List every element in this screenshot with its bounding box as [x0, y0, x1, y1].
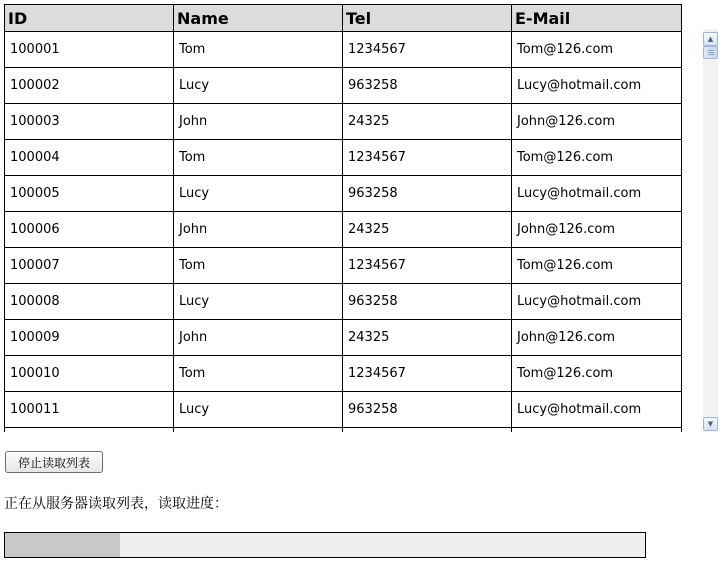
stop-reading-list-button[interactable]: 停止读取列表 [5, 451, 103, 473]
cell-id: 100007 [5, 248, 174, 284]
cell-email: Tom@126.com [512, 356, 682, 392]
column-header-email[interactable]: E-Mail [512, 5, 682, 32]
cell-id: 100008 [5, 284, 174, 320]
cell-name: Tom [174, 32, 343, 68]
table-row[interactable] [5, 32, 682, 68]
scroll-up-arrow-icon[interactable]: ▲ [703, 32, 718, 46]
cell-tel: 1234567 [343, 32, 512, 68]
cell-name: Lucy [174, 68, 343, 104]
cell-tel: 1234567 [343, 140, 512, 176]
user-table [4, 4, 682, 432]
cell-id: 100001 [5, 32, 174, 68]
cell-name: Tom [174, 248, 343, 284]
cell-email: John@126.com [512, 212, 682, 248]
cell-email: Tom@126.com [512, 248, 682, 284]
cell-email: Tom@126.com [512, 140, 682, 176]
progress-bar [4, 532, 646, 558]
vertical-scrollbar[interactable] [703, 29, 718, 432]
cell-email [512, 428, 682, 433]
loading-status-text: 正在从服务器读取列表，读取进度： [4, 496, 228, 512]
cell-tel: 24325 [343, 320, 512, 356]
cell-tel: 963258 [343, 68, 512, 104]
cell-email: Lucy@hotmail.com [512, 284, 682, 320]
cell-id: 100005 [5, 176, 174, 212]
cell-name: Tom [174, 140, 343, 176]
cell-id: 100011 [5, 392, 174, 428]
cell-id: 100009 [5, 320, 174, 356]
cell-id [5, 428, 174, 433]
cell-id: 100002 [5, 68, 174, 104]
table-row[interactable] [5, 392, 682, 428]
column-header-id[interactable]: ID [5, 5, 174, 32]
cell-tel: 1234567 [343, 356, 512, 392]
cell-email: John@126.com [512, 320, 682, 356]
cell-tel: 24325 [343, 212, 512, 248]
table-row[interactable] [5, 356, 682, 392]
table-row[interactable] [5, 428, 682, 433]
progress-bar-fill [5, 533, 120, 557]
table-row[interactable] [5, 140, 682, 176]
cell-tel: 963258 [343, 176, 512, 212]
cell-name: John [174, 320, 343, 356]
cell-tel: 963258 [343, 392, 512, 428]
cell-name: John [174, 104, 343, 140]
column-header-name[interactable]: Name [174, 5, 343, 32]
cell-name [174, 428, 343, 433]
cell-id: 100003 [5, 104, 174, 140]
table-body [5, 32, 682, 433]
table-row[interactable] [5, 104, 682, 140]
scroll-down-arrow-icon[interactable]: ▼ [703, 417, 718, 431]
cell-name: John [174, 212, 343, 248]
cell-email: Lucy@hotmail.com [512, 176, 682, 212]
cell-id: 100004 [5, 140, 174, 176]
column-header-tel[interactable]: Tel [343, 5, 512, 32]
cell-name: Tom [174, 356, 343, 392]
table-row[interactable] [5, 212, 682, 248]
cell-name: Lucy [174, 284, 343, 320]
table-row[interactable] [5, 176, 682, 212]
table-header-row [5, 5, 682, 32]
table-row[interactable] [5, 320, 682, 356]
cell-email: Lucy@hotmail.com [512, 68, 682, 104]
cell-tel: 24325 [343, 104, 512, 140]
cell-tel: 963258 [343, 284, 512, 320]
cell-name: Lucy [174, 176, 343, 212]
table-row[interactable] [5, 248, 682, 284]
table-row[interactable] [5, 284, 682, 320]
cell-tel: 1234567 [343, 248, 512, 284]
scrollbar-thumb[interactable] [703, 46, 718, 59]
table-row[interactable] [5, 68, 682, 104]
cell-email: Lucy@hotmail.com [512, 392, 682, 428]
cell-id: 100010 [5, 356, 174, 392]
cell-tel [343, 428, 512, 433]
cell-id: 100006 [5, 212, 174, 248]
cell-email: Tom@126.com [512, 32, 682, 68]
cell-email: John@126.com [512, 104, 682, 140]
cell-name: Lucy [174, 392, 343, 428]
table-viewport[interactable] [4, 4, 720, 432]
